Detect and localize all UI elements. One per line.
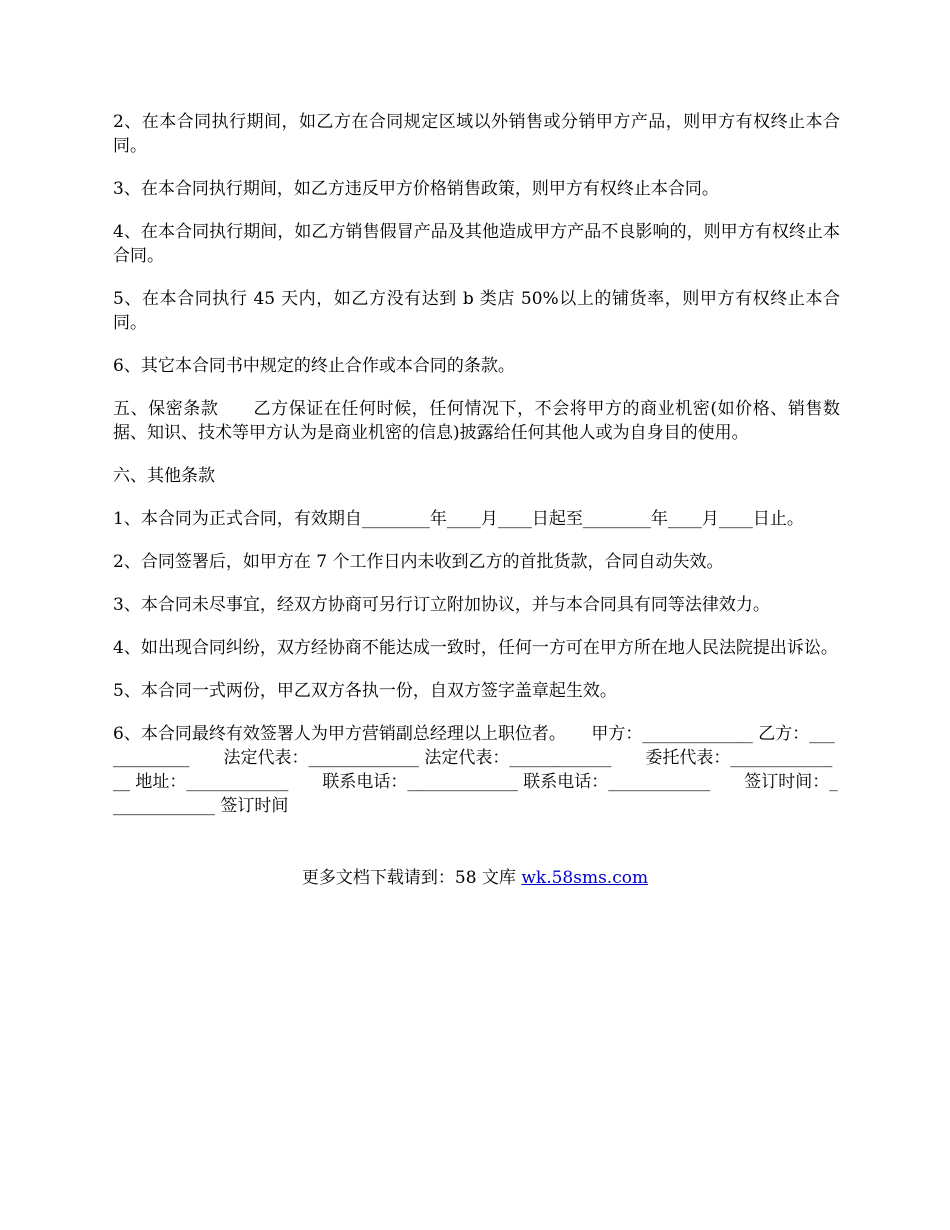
signature-block: 6、本合同最终有效签署人为甲方营销副总经理以上职位者。 甲方：_____________ 乙方：____________ 法定代表：_____________ 法定代表：____________ 委托代表：______________ 地址：____________ 联系电话：_____________ 联系电话：____________ 签订时间：_____________ 签订时间 — [113, 724, 838, 816]
confidentiality-section: 五、保密条款 乙方保证在任何时候，任何情况下，不会将甲方的商业机密(如价格、销售数据、知识、技术等甲方认为是商业机密的信息)披露给任何其他人或为自身目的使用。 — [113, 399, 840, 443]
footer-text: 更多文档下载请到：58 文库 — [301, 868, 522, 888]
clause-3-termination: 3、在本合同执行期间，如乙方违反甲方价格销售政策，则甲方有权终止本合同。 — [113, 179, 719, 199]
clause-2-termination: 2、在本合同执行期间，如乙方在合同规定区域以外销售或分销甲方产品，则甲方有权终止本合同。 — [113, 112, 840, 156]
other-terms-heading: 六、其他条款 — [113, 466, 215, 486]
footer — [0, 866, 950, 890]
other-clause-5: 5、本合同一式两份，甲乙双方各执一份，自双方签字盖章起生效。 — [113, 681, 617, 701]
clause-5-termination: 5、在本合同执行 45 天内，如乙方没有达到 b 类店 50%以上的铺货率，则甲方有权终止本合同。 — [113, 289, 840, 333]
other-clause-3: 3、本合同未尽事宜，经双方协商可另行订立附加协议，并与本合同具有同等法律效力。 — [113, 595, 770, 615]
other-clause-1: 1、本合同为正式合同，有效期自________年____月____日起至________年____月____日止。 — [113, 509, 804, 529]
footer-link[interactable]: wk.58sms.com — [521, 868, 649, 888]
clause-4-termination: 4、在本合同执行期间，如乙方销售假冒产品及其他造成甲方产品不良影响的，则甲方有权终止本合同。 — [113, 222, 840, 266]
clause-6-termination: 6、其它本合同书中规定的终止合作或本合同的条款。 — [113, 356, 515, 376]
other-clause-2: 2、合同签署后，如甲方在 7 个工作日内未收到乙方的首批货款，合同自动失效。 — [113, 552, 724, 572]
other-clause-4: 4、如出现合同纠纷，双方经协商不能达成一致时，任何一方可在甲方所在地人民法院提出诉讼。 — [113, 638, 838, 658]
document-body — [113, 110, 840, 818]
